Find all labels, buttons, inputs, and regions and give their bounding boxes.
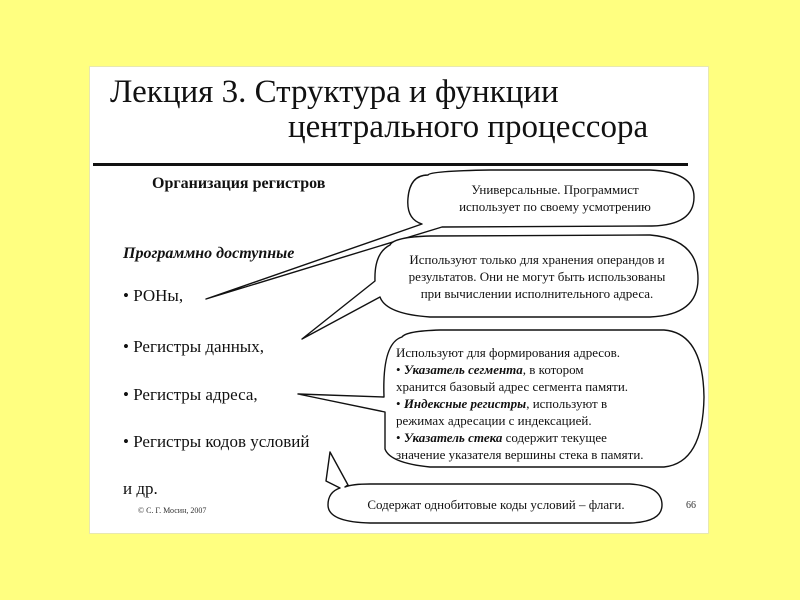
callout-data-line-3: при вычислении исполнительного адреса. xyxy=(420,286,654,301)
subheading: Программно доступные xyxy=(123,245,295,262)
callout-general-text xyxy=(415,181,695,215)
list-item-address-registers: • Регистры адреса, xyxy=(123,385,258,404)
callout-address-index: • Индексные регистры, используют в xyxy=(396,396,608,411)
callout-flags-line-1: Содержат однобитовые коды условий – флаги. xyxy=(367,497,625,512)
callout-address-text xyxy=(396,344,706,463)
callout-data-line-2: результатов. Они не могут быть использованы xyxy=(408,269,666,284)
segment-pointer-term: Указатель сегмента xyxy=(403,362,523,377)
callout-flags-text xyxy=(330,496,662,513)
callout-general-line-1: Универсальные. Программист xyxy=(471,182,639,197)
callout-address-intro: Используют для формирования адресов. xyxy=(396,345,620,360)
callout-address-stack: • Указатель стека содержит текущее xyxy=(396,430,607,445)
list-item-other: и др. xyxy=(123,479,158,498)
stack-pointer-rest: содержит текущее xyxy=(502,430,607,445)
index-registers-term: Индексные регистры xyxy=(403,396,527,411)
list-item-flag-registers: • Регистры кодов условий xyxy=(123,432,310,451)
slide xyxy=(90,67,708,533)
callout-general-line-2: использует по своему усмотрению xyxy=(459,199,651,214)
callout-data-text xyxy=(378,251,696,302)
list-item-data-registers: • Регистры данных, xyxy=(123,337,264,356)
page-number: 66 xyxy=(686,500,696,511)
section-title: Организация регистров xyxy=(152,175,326,192)
stack-pointer-line-2: значение указателя вершины стека в памяти. xyxy=(396,447,644,462)
index-registers-rest: , используют в xyxy=(526,396,608,411)
index-registers-line-2: режимах адресации с индексацией. xyxy=(396,413,592,428)
list-item-gpr: • РОНы, xyxy=(123,286,184,305)
stack-pointer-term: Указатель стека xyxy=(403,430,503,445)
segment-pointer-rest: , в котором xyxy=(522,362,584,377)
callout-address-segment: • Указатель сегмента, в котором xyxy=(396,362,584,377)
callout-data-line-1: Используют только для хранения операндов и xyxy=(409,252,665,267)
title-line-1: Лекция 3. Структура и функции xyxy=(110,74,559,110)
title-line-2: центрального процессора xyxy=(288,109,649,145)
copyright: © С. Г. Мосин, 2007 xyxy=(138,506,207,515)
segment-pointer-line-2: хранится базовый адрес сегмента памяти. xyxy=(396,379,629,394)
